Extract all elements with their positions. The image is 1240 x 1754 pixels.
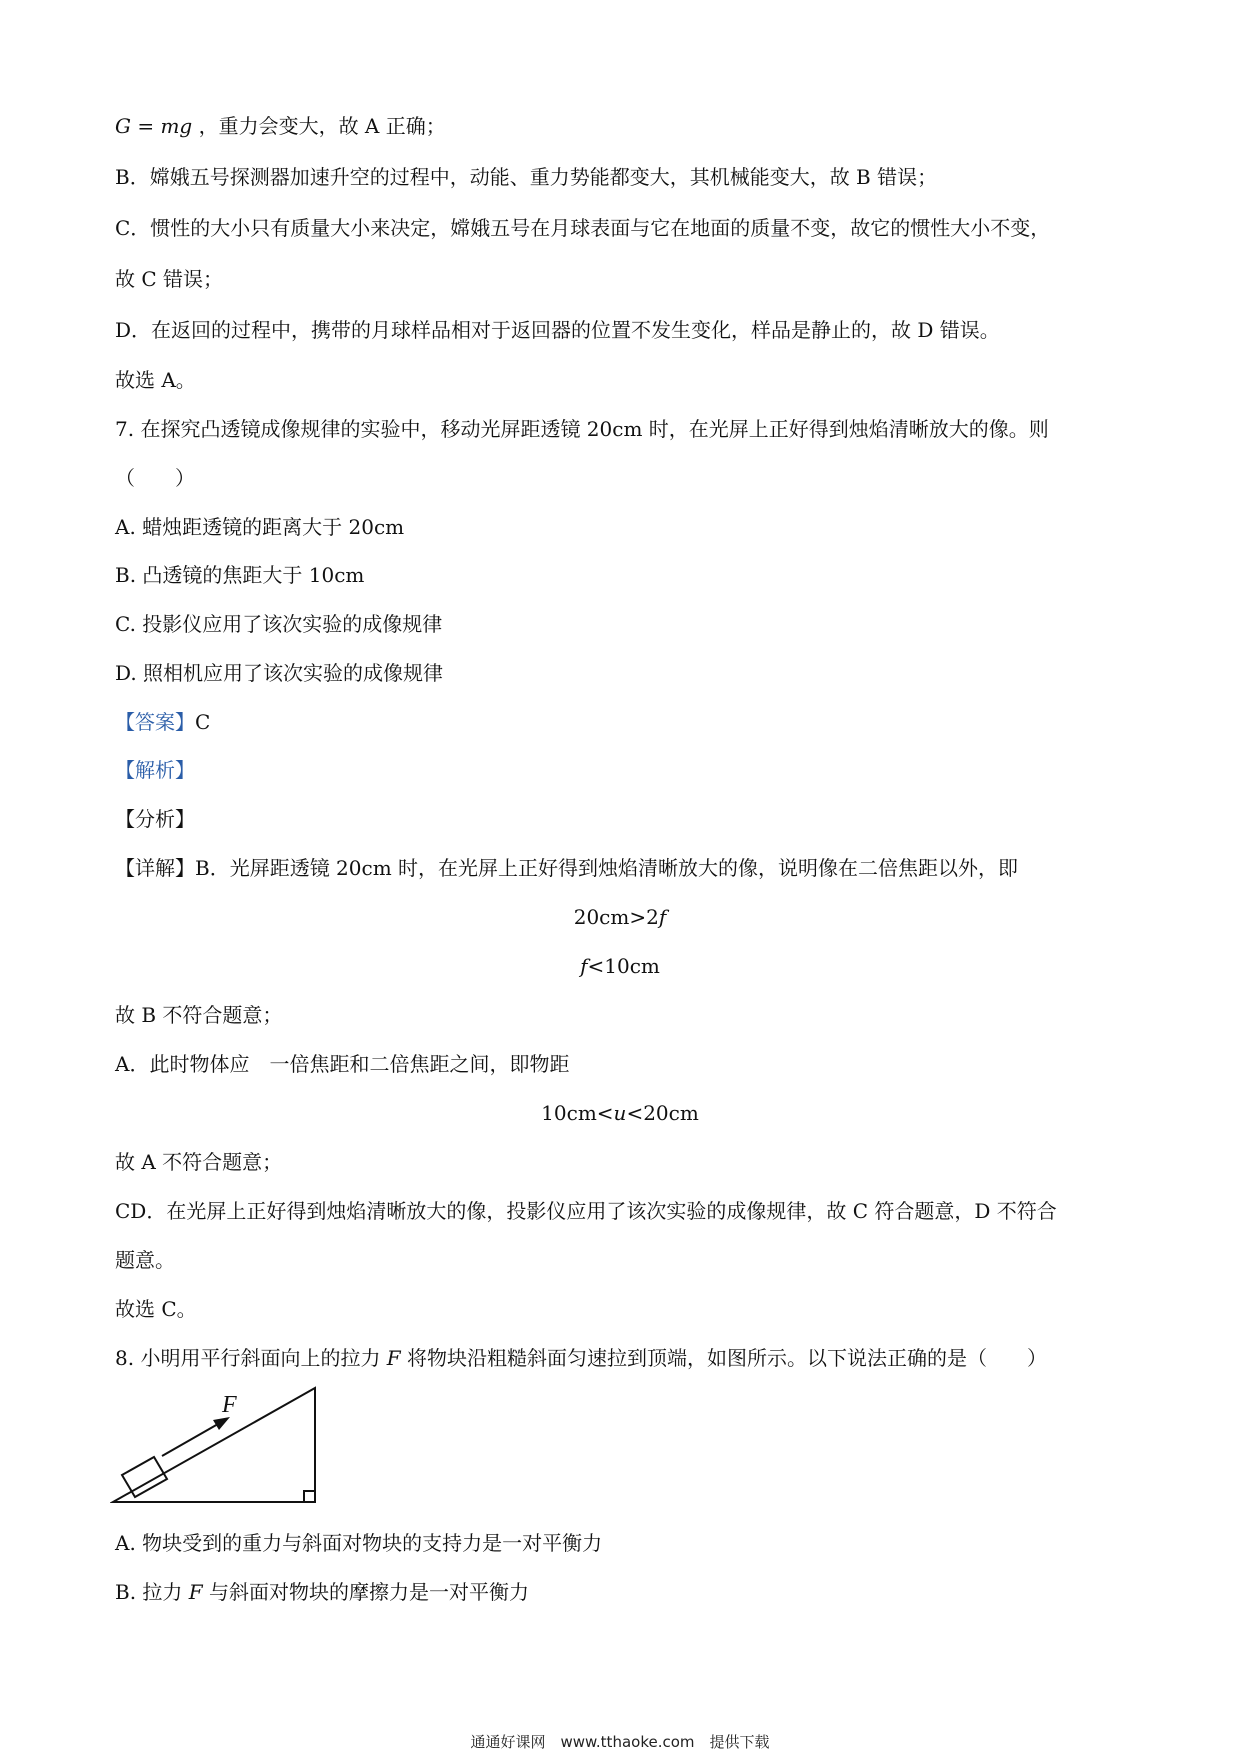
q8-post: 将物块沿粗糙斜面匀速拉到顶端，如图所示。以下说法正确的是（ ） xyxy=(400,1346,1048,1370)
answer-label: 【答案】 xyxy=(115,710,195,734)
line-text: ，重力会变大，故 A 正确； xyxy=(198,114,446,138)
option-8-b xyxy=(115,1579,529,1605)
eq3-pre: 10cm< xyxy=(541,1101,614,1125)
opt8b-post: 与斜面对物块的摩擦力是一对平衡力 xyxy=(202,1580,530,1604)
cd-explanation: CD．在光屏上正好得到烛焰清晰放大的像，投影仪应用了该次实验的成像规律，故 C 符合题意，D 不符合 xyxy=(115,1199,1057,1223)
analysis-line xyxy=(115,757,195,783)
force-arrow-head xyxy=(213,1417,230,1430)
text-line-c: C．惯性的大小只有质量大小来决定，嫦娥五号在月球表面与它在地面的质量不变，故它的惯性大小不变， xyxy=(115,216,1051,240)
equation-1 xyxy=(0,904,1240,930)
text-line-c-cont: 故 C 错误； xyxy=(115,267,224,291)
fenxi-line xyxy=(115,806,195,832)
page-footer: 通通好课网 www.tthaoke.com 提供下载 xyxy=(470,1733,770,1751)
cd-explanation-cont: 题意。 xyxy=(115,1248,175,1272)
incline-triangle xyxy=(113,1388,315,1502)
incline-figure xyxy=(110,1380,320,1505)
equation-3 xyxy=(0,1100,1240,1126)
equation-2 xyxy=(0,953,1240,979)
text-line-d: D．在返回的过程中，携带的月球样品相对于返回器的位置不发生变化，样品是静止的，故 D 错误。 xyxy=(115,318,1000,342)
text-line-g-mg xyxy=(115,113,446,139)
eq1-pre: 20cm>2 xyxy=(573,905,659,929)
eq3-post: <20cm xyxy=(626,1101,699,1125)
eq3-var: u xyxy=(613,1101,627,1125)
block-shape xyxy=(122,1457,167,1497)
opt8b-pre: B. 拉力 xyxy=(115,1580,189,1604)
option-7-c: C. 投影仪应用了该次实验的成像规律 xyxy=(115,612,443,636)
q8-var: F xyxy=(386,1346,401,1370)
option-7-b: B. 凸透镜的焦距大于 10cm xyxy=(115,563,365,587)
text-line-b: B．嫦娥五号探测器加速升空的过程中，动能、重力势能都变大，其机械能变大，故 B 错误； xyxy=(115,165,938,189)
question-7-bracket: （ ） xyxy=(115,466,195,490)
eq2-var: f xyxy=(580,954,588,978)
a-conclusion: 故 A 不符合题意； xyxy=(115,1150,283,1174)
q8-pre: 8. 小明用平行斜面向上的拉力 xyxy=(115,1346,387,1370)
force-label: F xyxy=(222,1392,237,1418)
formula-g-mg: G = mg xyxy=(115,114,193,138)
detail-label: 【详解】 xyxy=(115,856,195,880)
text-line-choose-a: 故选 A。 xyxy=(115,368,196,392)
question-8 xyxy=(115,1345,1047,1371)
detail-text: B．光屏距透镜 20cm 时，在光屏上正好得到烛焰清晰放大的像，说明像在二倍焦距以外，即 xyxy=(195,856,1019,880)
fenxi-label: 【分析】 xyxy=(115,807,195,831)
eq2-post: <10cm xyxy=(587,954,660,978)
right-angle-marker xyxy=(304,1491,315,1502)
option-8-a: A. 物块受到的重力与斜面对物块的支持力是一对平衡力 xyxy=(115,1531,603,1555)
force-arrow-line xyxy=(162,1424,218,1456)
eq1-var: f xyxy=(658,905,667,929)
b-conclusion: 故 B 不符合题意； xyxy=(115,1003,283,1027)
detail-line xyxy=(115,855,1018,881)
a-explanation: A．此时物体应 一倍焦距和二倍焦距之间，即物距 xyxy=(115,1052,570,1076)
answer-line xyxy=(115,709,210,735)
question-7: 7. 在探究凸透镜成像规律的实验中，移动光屏距透镜 20cm 时，在光屏上正好得到烛焰清晰放大的像。则 xyxy=(115,417,1049,441)
opt8b-var: F xyxy=(188,1580,203,1604)
choose-c: 故选 C。 xyxy=(115,1297,197,1321)
option-7-d: D. 照相机应用了该次实验的成像规律 xyxy=(115,661,444,685)
option-7-a: A. 蜡烛距透镜的距离大于 20cm xyxy=(115,515,405,539)
answer-value: C xyxy=(195,710,211,734)
analysis-label: 【解析】 xyxy=(115,758,195,782)
